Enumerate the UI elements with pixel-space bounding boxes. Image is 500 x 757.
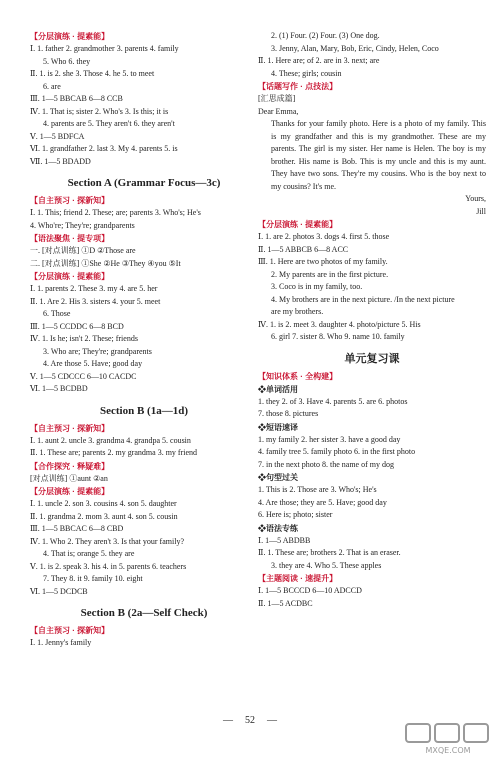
section-tag: 【合作探究 · 释疑难】 [30, 461, 110, 471]
answer-line: Ⅳ. 1. That is; sister 2. Who's 3. Is this; it is [30, 106, 169, 116]
answer-line: Ⅲ. 1—5 BBCAC 6—8 CBD [30, 524, 124, 533]
answer-line: are my brothers. [271, 307, 324, 316]
watermark-logo [402, 720, 494, 757]
subsection-heading: ❖单词活用 [258, 384, 298, 394]
right-column [258, 30, 486, 610]
section-title: Section B (2a—Self Check) [80, 607, 208, 619]
answer-line: 4. My brothers are in the next picture. /In the next picture [271, 294, 455, 304]
answer-line: 1. This is 2. Those are 3. Who's; He's [258, 485, 377, 494]
answer-line: 一. [对点训练] ①D ②Those are [30, 246, 136, 255]
header-bleed [110, 4, 390, 12]
answer-line: Ⅵ. 1—5 DCDCB [30, 586, 88, 596]
letter-signature: Jill [476, 206, 486, 216]
answer-line: Ⅱ. 1. Are 2. His 3. sisters 4. your 5. meet [30, 296, 161, 306]
answer-line: Ⅱ. 1. grandma 2. mom 3. aunt 4. son 5. cousin [30, 511, 178, 521]
answer-line: Ⅰ. 1—5 ABDBB [258, 535, 311, 545]
section-tag: 【自主预习 · 探新知】 [30, 626, 110, 635]
answer-line: 4. These; girls; cousin [271, 68, 342, 78]
subsection-heading: ❖短语速译 [258, 422, 298, 432]
answer-line: [汇思成篇] [258, 94, 296, 103]
answer-line: Ⅱ. 1. Here are; of 2. are in 3. next; are [258, 56, 380, 65]
answer-line: 7. in the next photo 8. the name of my dog [258, 459, 394, 469]
answer-line: 1. my family 2. her sister 3. have a good day [258, 434, 401, 444]
subsection-heading: ❖语法专练 [258, 523, 298, 533]
answer-line: 5. Who 6. they [43, 56, 91, 66]
essay-paragraph: Thanks for your family photo. Here is a photo of my family. This is my grandfather and this is my grandmother. These are my parents. The girl is my sister. Her name is Helen. The boy is my brother. His name is Bob. This is my uncle and this is my aunt. They have two sons. They're my cousins. Who is the boy next to my cousins? It's me. [271, 119, 486, 191]
answer-line: 3. Jenny, Alan, Mary, Bob, Eric, Cindy, Helen, Coco [271, 43, 439, 53]
answer-line: 6. are [43, 81, 61, 91]
answer-line: Ⅴ. 1—5 BDFCA [30, 131, 85, 141]
page-number: — 52 — [223, 715, 277, 726]
answer-line: Ⅱ. 1. is 2. she 3. Those 4. he 5. to meet [30, 69, 155, 78]
answer-line: Ⅰ. 1. uncle 2. son 3. cousins 4. son 5. daughter [30, 499, 177, 508]
section-tag: 【语法聚焦 · 提专项】 [30, 234, 110, 243]
answer-line: Ⅱ. 1. These are; parents 2. my grandma 3. my friend [30, 448, 198, 457]
answer-line: Ⅶ. 1—5 BDADD [30, 156, 91, 166]
answer-line: Ⅰ. 1. father 2. grandmother 3. parents 4. family [30, 44, 179, 53]
answer-line: 二. [对点训练] ①She ②He ③They ④you ⑤It [30, 258, 181, 268]
page-number-value: 52 [245, 715, 255, 726]
answer-line: Ⅰ. 1. Jenny's family [30, 638, 92, 647]
answer-line: 4. Who're; They're; grandparents [30, 220, 135, 230]
answer-line: Ⅰ. 1. aunt 2. uncle 3. grandma 4. grandpa 5. cousin [30, 435, 191, 445]
subsection-heading: ❖句型过关 [258, 473, 298, 482]
section-title: Section A (Grammar Focus—3c) [67, 177, 221, 189]
answer-line: Ⅳ. 1. Is he; isn't 2. These; friends [30, 334, 138, 343]
answer-line: Ⅲ. 1—5 BBCAB 6—8 CCB [30, 94, 123, 103]
answer-line: 3. Who are; They're; grandparents [43, 346, 152, 356]
answer-line: Ⅱ. 1—5 ACDBC [258, 598, 313, 608]
answer-line: 1. they 2. of 3. Have 4. parents 5. are 6. photos [258, 396, 408, 406]
answer-line: 4. family tree 5. family photo 6. in the first photo [258, 447, 416, 456]
answer-line: Ⅲ. 1—5 CCDDC 6—8 BCD [30, 321, 124, 331]
answer-line: 4. Are those 5. Have; good day [43, 359, 143, 368]
answer-line: Ⅱ. 1. These are; brothers 2. That is an eraser. [258, 548, 401, 557]
left-column [30, 30, 258, 650]
answer-line: Ⅵ. 1. grandfather 2. last 3. My 4. parents 5. is [30, 144, 178, 153]
answer-line: 7. those 8. pictures [258, 409, 319, 418]
answer-line: 6. Those [43, 309, 71, 318]
answer-line: 3. Coco is in my family, too. [271, 282, 363, 291]
answer-line: Ⅵ. 1—5 BCDBD [30, 384, 88, 393]
section-tag: 【分层演练 · 提素能】 [30, 272, 110, 281]
section-tag: 【自主预习 · 探新知】 [30, 423, 110, 433]
section-tag: 【知识体系 · 全构建】 [258, 371, 338, 381]
answer-line: Ⅴ. 1. is 2. speak 3. his 4. in 5. parents 6. teachers [30, 561, 187, 571]
section-tag: 【主题阅读 · 速提升】 [258, 574, 338, 583]
answer-line: 3. they are 4. Who 5. These apples [271, 560, 382, 570]
letter-signature: Yours, [465, 194, 486, 203]
answer-line: Ⅰ. 1. are 2. photos 3. dogs 4. first 5. those [258, 232, 390, 241]
answer-line: 4. That is; orange 5. they are [43, 549, 135, 558]
section-tag: 【自主预习 · 探新知】 [30, 196, 110, 205]
answer-line: Ⅳ. 1. Who 2. They aren't 3. Is that your family? [30, 536, 184, 546]
answer-line: 4. Are those; they are 5. Have; good day [258, 497, 387, 507]
answer-line: Ⅴ. 1—5 CDCCC 6—10 CACDC [30, 371, 137, 381]
answer-line: Ⅱ. 1—5 ABBCB 6—8 ACC [258, 244, 349, 254]
answer-line: [对点训练] ①aunt ②an [30, 473, 108, 483]
svg-text:MXQE.COM: MXQE.COM [425, 746, 471, 755]
section-tag: 【分层演练 · 提素能】 [30, 32, 110, 41]
answer-line: Ⅰ. 1. This; friend 2. These; are; parents 3. Who's; He's [30, 208, 201, 217]
answer-line: 7. They 8. it 9. family 10. eight [43, 574, 143, 583]
answer-line: 2. (1) Four. (2) Four. (3) One dog. [271, 31, 380, 40]
section-title: Section B (1a—1d) [100, 404, 188, 417]
answer-line: 4. parents are 5. They aren't 6. they aren't [43, 119, 175, 128]
answer-line: Dear Emma, [258, 106, 299, 116]
answer-line: 6. Here is; photo; sister [258, 510, 333, 519]
section-tag: 【分层演练 · 提素能】 [258, 220, 338, 229]
section-tag: 【话题写作 · 点技法】 [258, 82, 338, 91]
section-title: 单元复习课 [344, 352, 400, 365]
answer-line: Ⅳ. 1. is 2. meet 3. daughter 4. photo/picture 5. His [258, 319, 421, 329]
answer-line: 6. girl 7. sister 8. Who 9. name 10. family [271, 332, 405, 341]
answer-line: Ⅲ. 1. Here are two photos of my family. [258, 257, 388, 266]
answer-line: Ⅰ. 1—5 BCCCD 6—10 ADCCD [258, 586, 362, 595]
answer-line: 2. My parents are in the first picture. [271, 269, 389, 279]
answer-line: Ⅰ. 1. parents 2. These 3. my 4. are 5. her [30, 284, 158, 293]
section-tag: 【分层演练 · 提素能】 [30, 487, 110, 496]
